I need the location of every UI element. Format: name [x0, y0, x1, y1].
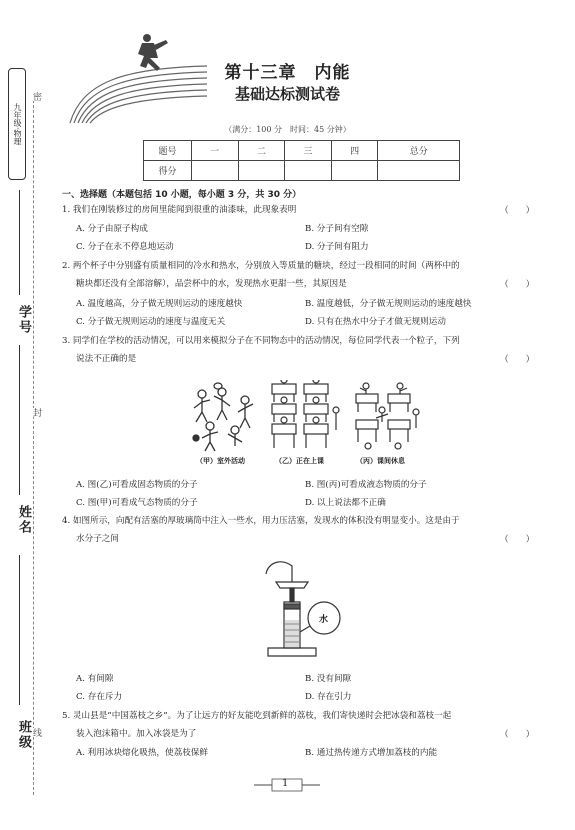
q1-option-b[interactable]: B. 分子间有空隙 [305, 224, 369, 234]
student-id-blank[interactable] [19, 190, 20, 295]
q1-option-d[interactable]: D. 分子间有阻力 [305, 242, 369, 252]
class-blank[interactable] [19, 555, 20, 705]
page-number: 1 [282, 778, 289, 789]
answer-paren[interactable]: （ ） [500, 280, 535, 290]
section-heading: 一、选择题（本题包括 10 小题，每小题 3 分，共 30 分） [62, 190, 302, 200]
q4-option-c[interactable]: C. 存在斥力 [76, 692, 123, 702]
answer-paren[interactable]: （ ） [500, 355, 535, 365]
in-class-illustration [268, 380, 343, 452]
score-table-header-cell: 三 [285, 141, 332, 161]
answer-paren[interactable]: （ ） [500, 535, 535, 545]
glass-cylinder-piston-diagram [262, 552, 362, 664]
q4-option-a[interactable]: A. 有间隙 [76, 674, 114, 684]
question-2-stem-line1: 2. 两个杯子中分别盛有质量相同的冷水和热水，分别放入等质量的糖块，经过一段相同的时间（两杯中的 [62, 261, 460, 271]
q3-option-a[interactable]: A. 图(乙)可看成固态物质的分子 [76, 480, 198, 490]
q4-option-d[interactable]: D. 存在引力 [305, 692, 352, 702]
binding-mark-line: 线 [31, 728, 41, 737]
q2-option-a[interactable]: A. 温度越高，分子做无规则运动的速度越快 [76, 299, 243, 309]
score-table-header-cell: 一 [192, 141, 239, 161]
q1-option-a[interactable]: A. 分子由原子构成 [76, 224, 148, 234]
recess-illustration [352, 382, 422, 452]
chapter-title: 第十三章 内能 [224, 63, 351, 83]
q5-option-b[interactable]: B. 通过热传递方式增加荔枝的内能 [305, 748, 438, 758]
score-cell[interactable] [238, 161, 285, 181]
question-2-stem-line2: 糖块都还没有全部溶解），品尝杯中的水，发现热水更甜一些，其原因是 [76, 279, 347, 289]
q1-option-c[interactable]: C. 分子在永不停息地运动 [76, 242, 174, 252]
class-label: 班级 [16, 720, 31, 750]
answer-paren[interactable]: （ ） [500, 730, 535, 740]
question-4-stem-line1: 4. 如图所示，向配有活塞的厚玻璃筒中注入一些水，用力压活塞，发现水的体积没有明显变小。这是由于 [62, 516, 460, 526]
score-row-label: 得分 [144, 161, 192, 181]
q5-option-a[interactable]: A. 利用冰块熔化吸热，使荔枝保鲜 [76, 748, 208, 758]
answer-paren[interactable]: （ ） [500, 206, 535, 216]
binding-mark-seal: 密 [31, 92, 41, 101]
score-table [143, 140, 460, 181]
question-3-stem-line1: 3. 同学们在学校的活动情况，可以用来模拟分子在不同物态中的活动情况，每位同学代表一个粒子，下列 [62, 336, 460, 346]
score-cell[interactable] [331, 161, 378, 181]
caption-recess: （丙）课间休息 [356, 457, 405, 465]
q2-option-c[interactable]: C. 分子做无规则运动的速度与温度无关 [76, 317, 226, 327]
score-table-header-cell: 四 [331, 141, 378, 161]
score-cell[interactable] [192, 161, 239, 181]
q2-option-b[interactable]: B. 温度越低，分子做无规则运动的速度越快 [305, 299, 472, 309]
student-id-label: 学号 [16, 305, 31, 335]
grade-subject-tag: 九年级·物理 [8, 68, 26, 180]
score-table-header-cell: 总分 [378, 141, 460, 161]
binding-dashed-line [33, 95, 34, 795]
question-4-stem-line2: 水分子之间 [76, 534, 119, 544]
question-5-stem-line2: 装入泡沫箱中。加入冰袋是为了 [76, 729, 197, 739]
q3-option-d[interactable]: D. 以上说法都不正确 [305, 498, 386, 508]
score-cell[interactable] [378, 161, 460, 181]
q2-option-d[interactable]: D. 只有在热水中分子才做无规则运动 [305, 317, 446, 327]
score-table-header-cell: 二 [238, 141, 285, 161]
q3-option-b[interactable]: B. 图(丙)可看成液态物质的分子 [305, 480, 427, 490]
caption-in-class: （乙）正在上课 [275, 457, 324, 465]
q4-option-b[interactable]: B. 没有间隙 [305, 674, 352, 684]
name-blank[interactable] [19, 345, 20, 495]
score-time-info: （满分：100 分 时间：45 分钟） [224, 125, 351, 134]
question-5-stem-line1: 5. 灵山县是“中国荔枝之乡”。为了让远方的好友能吃到新鲜的荔枝，我们寄快递时会把冰袋和荔枝一起 [62, 711, 452, 721]
score-table-header-cell: 题号 [144, 141, 192, 161]
water-label: 水 [319, 615, 329, 625]
q3-option-c[interactable]: C. 图(甲)可看成气态物质的分子 [76, 498, 198, 508]
score-cell[interactable] [285, 161, 332, 181]
outdoor-activity-illustration [190, 382, 260, 452]
binding-mark-close: 封 [31, 408, 41, 417]
question-1-stem: 1. 我们在刚装修过的房间里能闻到很重的油漆味，此现象表明 [62, 205, 297, 215]
name-label: 姓名 [16, 505, 31, 535]
test-subtitle: 基础达标测试卷 [234, 85, 340, 103]
question-3-stem-line2: 说法不正确的是 [76, 354, 137, 364]
caption-outdoor: （甲）室外活动 [196, 457, 245, 465]
